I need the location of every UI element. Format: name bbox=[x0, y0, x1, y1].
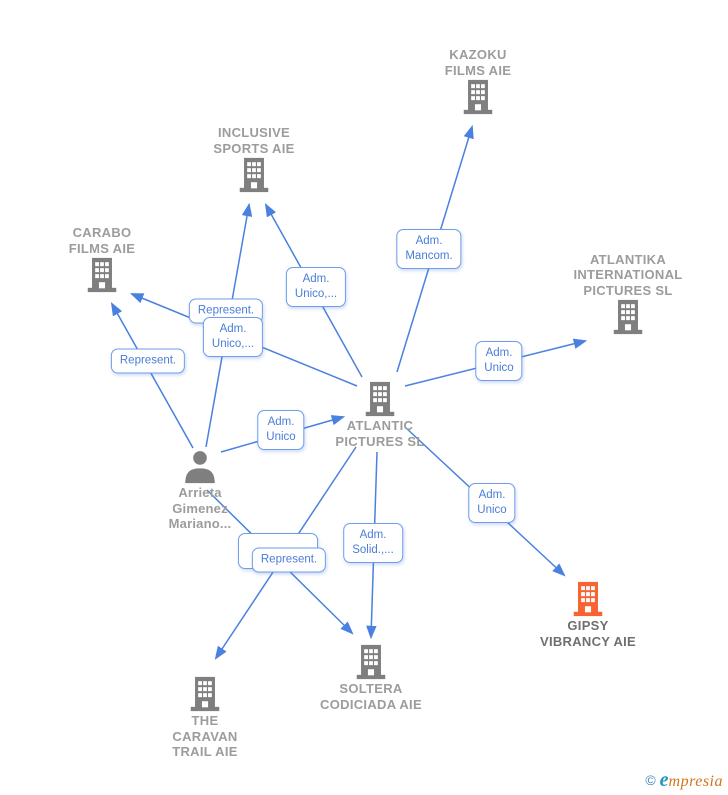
building-icon bbox=[569, 580, 607, 618]
edge-label-adm_unico_a[interactable]: Adm. Unico,... bbox=[286, 267, 346, 307]
entity-label: INCLUSIVE SPORTS AIE bbox=[213, 125, 295, 156]
edge-label-adm_unico_c[interactable]: Adm. Unico bbox=[475, 341, 522, 381]
person-icon bbox=[181, 447, 219, 485]
building-icon bbox=[186, 675, 224, 713]
building-icon bbox=[235, 156, 273, 194]
edge-label-adm_mancom[interactable]: Adm. Mancom. bbox=[396, 229, 461, 269]
brand-logo-initial: e bbox=[659, 769, 669, 791]
edge-label-represent_c[interactable]: Represent. bbox=[252, 548, 326, 573]
entity-label: KAZOKU FILMS AIE bbox=[444, 47, 512, 78]
edge-label-represent_a[interactable]: Represent. bbox=[189, 299, 263, 324]
entity-node-person[interactable] bbox=[130, 447, 270, 532]
entity-label: SOLTERA CODICIADA AIE bbox=[320, 681, 422, 712]
entity-node-kazoku[interactable] bbox=[408, 47, 548, 116]
entity-label: CARABO FILMS AIE bbox=[68, 225, 136, 256]
entity-node-soltera[interactable] bbox=[301, 643, 441, 712]
copyright-symbol: © bbox=[645, 772, 656, 788]
building-icon bbox=[609, 298, 647, 336]
building-icon bbox=[459, 78, 497, 116]
edge-label-represent_b[interactable]: Represent. bbox=[111, 349, 185, 374]
building-icon bbox=[352, 643, 390, 681]
brand-logo-text: mpresia bbox=[668, 773, 723, 790]
entity-label: ATLANTIC PICTURES SL bbox=[335, 418, 425, 449]
entity-label: ATLANTIKA INTERNATIONAL PICTURES SL bbox=[573, 251, 683, 298]
entity-label: THE CARAVAN TRAIL AIE bbox=[172, 713, 238, 759]
entity-label: GIPSY VIBRANCY AIE bbox=[539, 618, 637, 649]
entity-node-caravan[interactable] bbox=[135, 675, 275, 760]
entity-node-carabo[interactable] bbox=[32, 225, 172, 294]
building-icon bbox=[361, 380, 399, 418]
edge-label-adm_unico_d[interactable]: Adm. Unico bbox=[257, 410, 304, 450]
entity-node-inclusive[interactable] bbox=[184, 125, 324, 194]
building-icon bbox=[83, 256, 121, 294]
brand-watermark[interactable] bbox=[645, 769, 723, 792]
entity-node-gipsy[interactable] bbox=[518, 580, 658, 649]
entity-label: Arrieta Gimenez Mariano... bbox=[168, 485, 232, 531]
edge-person-carabo bbox=[112, 304, 193, 448]
edge-label-adm_unico_b[interactable]: Adm. Unico,... bbox=[203, 317, 263, 357]
edge-label-adm_unico_e[interactable]: Adm. Unico bbox=[468, 483, 515, 523]
edge-label-adm_solid[interactable]: Adm. Solid.,... bbox=[343, 523, 403, 563]
entity-node-atlantic[interactable] bbox=[310, 380, 450, 449]
entity-node-atlantika[interactable] bbox=[558, 252, 698, 337]
